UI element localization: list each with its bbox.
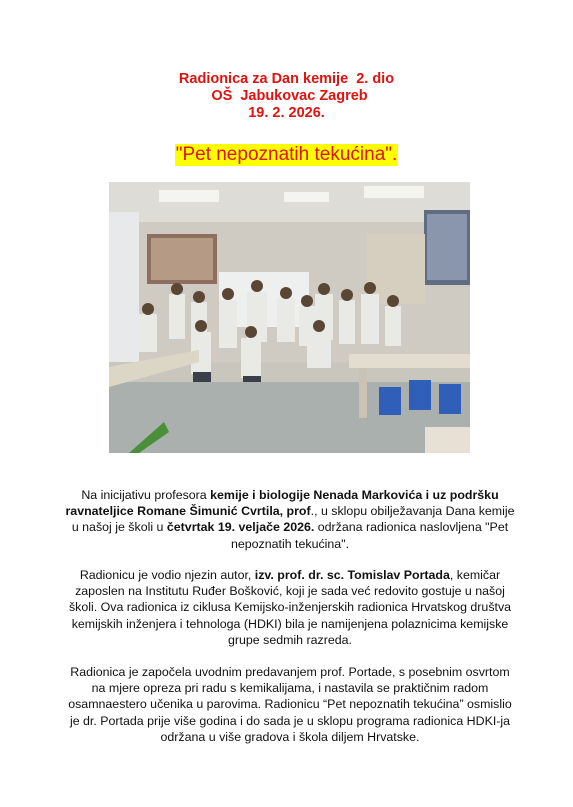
paragraph-intro: [64, 487, 516, 552]
paragraph-workshop: Radionica je započela uvodnim predavanjem prof. Portade, s posebnim osvrtom na mjere opreza pri radu s kemikalijama, i nastavila se praktičnim radom osamnaestero učenika u parovima. Radionicu “Pet nepoznatih tekućina” osmislio je dr. Portada prije više godina i do sada je u sklopu programa radionica HDKI-ja održana u više gradova i škola diljem Hrvatske.: [68, 665, 512, 744]
intro-text-1: Na inicijativu profesora: [81, 488, 211, 502]
document-header: [0, 71, 573, 122]
classroom-group-photo: [109, 182, 470, 453]
header-title: Radionica za Dan kemije 2. dio: [178, 71, 395, 87]
author-text-2: , kemičar zaposlen na Institutu Ruđer Bošković, koji je sada već redovito gostuje u našoj školi. Ova radionica iz ciklusa Kemijsko-inženjerskih radionica Hrvatskog društva kemijskih inženjera i tehnologa (HDKI) bila je namijenjena polaznicima kemijske grupe sedmih razreda.: [68, 568, 512, 647]
photo-illustration: [109, 182, 470, 453]
header-school: OŠ Jabukovac Zagreb: [211, 88, 368, 104]
paragraph-author: [64, 567, 516, 648]
author-text-1: Radionicu je vodio njezin autor,: [79, 568, 255, 582]
header-date: 19. 2. 2026.: [248, 105, 325, 121]
intro-text-2: ., u sklopu obilježavanja Dana kemije u našoj je školi u: [71, 504, 515, 535]
author-name: izv. prof. dr. sc. Tomislav Portada: [254, 568, 450, 582]
intro-bold-date: četvrtak 19. veljače 2026.: [166, 520, 315, 535]
subtitle-container: [0, 144, 573, 166]
workshop-title: "Pet nepoznatih tekućina".: [175, 144, 398, 165]
intro-text-3: održana radionica naslovljena "Pet nepoznatih tekućina".: [230, 520, 509, 551]
intro-bold-1: kemije i biologije Nenada Markovića i uz podršku ravnateljice Romane Šimunić Cvrtila, prof: [65, 488, 499, 519]
